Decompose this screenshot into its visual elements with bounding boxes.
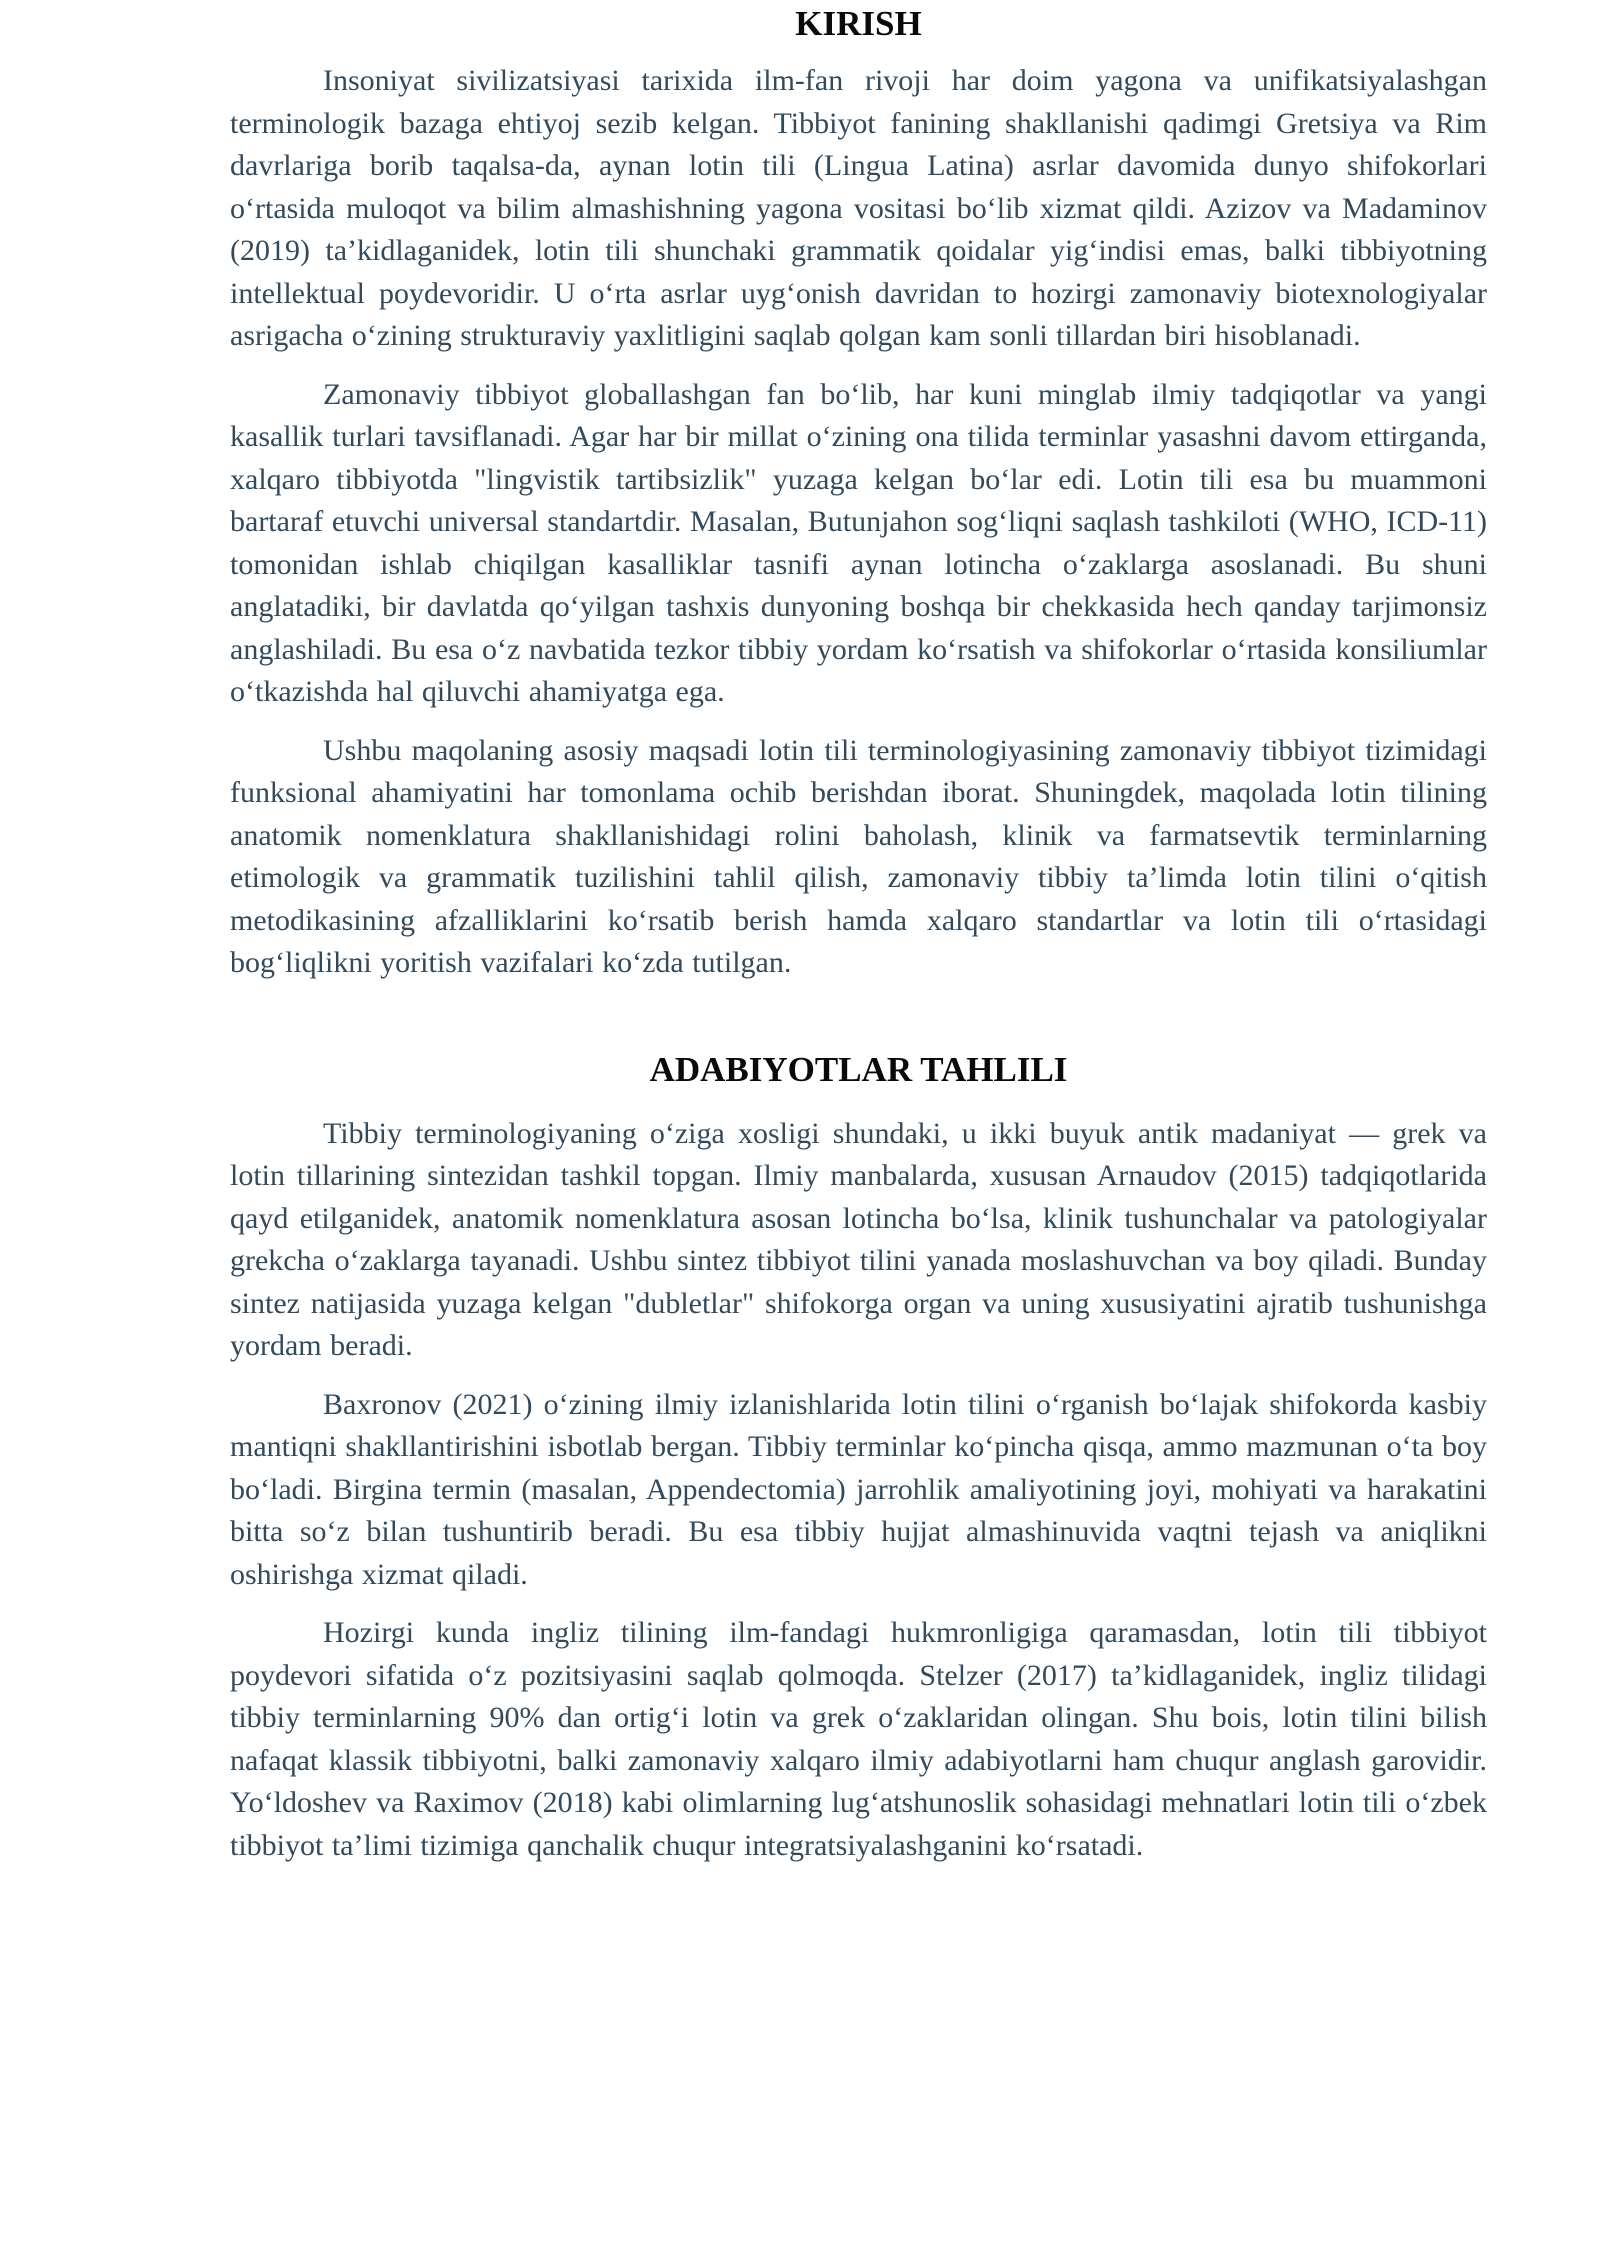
paragraph-literature-1: Tibbiy terminologiyaning oʻziga xosligi shundaki, u ikki buyuk antik madaniyat — grek va lotin tillarining sintezidan tashkil topgan. Ilmiy manbalarda, xususan Arnaudov (2015) tadqiqotlarida qayd etilganidek, anatomik nomenklatura asosan lotincha boʻlsa, klinik tushunchalar va patologiyalar grekcha oʻzaklarga tayanadi. Ushbu sintez tibbiyot tilini yanada moslashuvchan va boy qiladi. Bunday sintez natijasida yuzaga kelgan "dubletlar" shifokorga organ va uning xususiyatini ajratib tushunishga yordam beradi. xyxy=(230,1116,1487,1362)
section-heading-adabiyotlar-tahlili: ADABIYOTLAR TAHLILI xyxy=(649,1049,1068,1089)
document-content xyxy=(230,0,1487,1867)
paragraph-literature-3: Hozirgi kunda ingliz tilining ilm-fandagi hukmronligiga qaramasdan, lotin tili tibbiyot poydevori sifatida oʻz pozitsiyasini saqlab qolmoqda. Stelzer (2017) ta’kidlaganidek, ingliz tilidagi tibbiy terminlarning 90% dan ortigʻi lotin va grek oʻzaklaridan olingan. Shu bois, lotin tilini bilish nafaqat klassik tibbiyotni, balki zamonaviy xalqaro ilmiy adabiyotlarni ham chuqur anglash garovidir. Yoʻldoshev va Raximov (2018) kabi olimlarning lugʻatshunoslik sohasidagi mehnatlari lotin tili oʻzbek tibbiyot ta’limi tizimiga qanchalik chuqur integratsiyalashganini koʻrsatadi. xyxy=(230,1616,1487,1862)
section-heading-kirish: KIRISH xyxy=(795,4,922,43)
paragraph-intro-2: Zamonaviy tibbiyot globallashgan fan boʻlib, har kuni minglab ilmiy tadqiqotlar va yangi kasallik turlari tavsiflanadi. Agar har bir millat oʻzining ona tilida terminlar yasashni davom ettirganda, xalqaro tibbiyotda "lingvistik tartibsizlik" yuzaga kelgan boʻlar edi. Lotin tili esa bu muammoni bartaraf etuvchi universal standartdir. Masalan, Butunjahon sogʻliqni saqlash tashkiloti (WHO, ICD-11) tomonidan ishlab chiqilgan kasalliklar tasnifi aynan lotincha oʻzaklarga asoslanadi. Bu shuni anglatadiki, bir davlatda qoʻyilgan tashxis dunyoning boshqa bir chekkasida hech qanday tarjimonsiz anglashiladi. Bu esa oʻz navbatida tezkor tibbiy yordam koʻrsatish va shifokorlar oʻrtasida konsiliumlar oʻtkazishda hal qiluvchi ahamiyatga ega. xyxy=(230,377,1487,708)
paragraph-intro-3: Ushbu maqolaning asosiy maqsadi lotin tili terminologiyasining zamonaviy tibbiyot tizimidagi funksional ahamiyatini har tomonlama ochib berishdan iborat. Shuningdek, maqolada lotin tilining anatomik nomenklatura shakllanishidagi rolini baholash, klinik va farmatsevtik terminlarning etimologik va grammatik tuzilishini tahlil qilish, zamonaviy tibbiy ta’limda lotin tilini oʻqitish metodikasining afzalliklarini koʻrsatib berish hamda xalqaro standartlar va lotin tili oʻrtasidagi bogʻliqlikni yoritish vazifalari koʻzda tutilgan. xyxy=(230,733,1487,979)
paragraph-intro-1: Insoniyat sivilizatsiyasi tarixida ilm-fan rivoji har doim yagona va unifikatsiyalashgan terminologik bazaga ehtiyoj sezib kelgan. Tibbiyot fanining shakllanishi qadimgi Gretsiya va Rim davrlariga borib taqalsa-da, aynan lotin tili (Lingua Latina) asrlar davomida dunyo shifokorlari oʻrtasida muloqot va bilim almashishning yagona vositasi boʻlib xizmat qildi. Azizov va Madaminov (2019) ta’kidlaganidek, lotin tili shunchaki grammatik qoidalar yigʻindisi emas, balki tibbiyotning intellektual poydevoridir. U oʻrta asrlar uygʻonish davridan to hozirgi zamonaviy biotexnologiyalar asrigacha oʻzining strukturaviy yaxlitligini saqlab qolgan kam sonli tillardan biri hisoblanadi. xyxy=(230,64,1487,352)
paragraph-literature-2: Baxronov (2021) oʻzining ilmiy izlanishlarida lotin tilini oʻrganish boʻlajak shifokorda kasbiy mantiqni shakllantirishini isbotlab bergan. Tibbiy terminlar koʻpincha qisqa, ammo mazmunan oʻta boy boʻladi. Birgina termin (masalan, Appendectomia) jarrohlik amaliyotining joyi, mohiyati va harakatini bitta soʻz bilan tushuntirib beradi. Bu esa tibbiy hujjat almashinuvida vaqtni tejash va aniqlikni oshirishga xizmat qiladi. xyxy=(230,1387,1487,1591)
